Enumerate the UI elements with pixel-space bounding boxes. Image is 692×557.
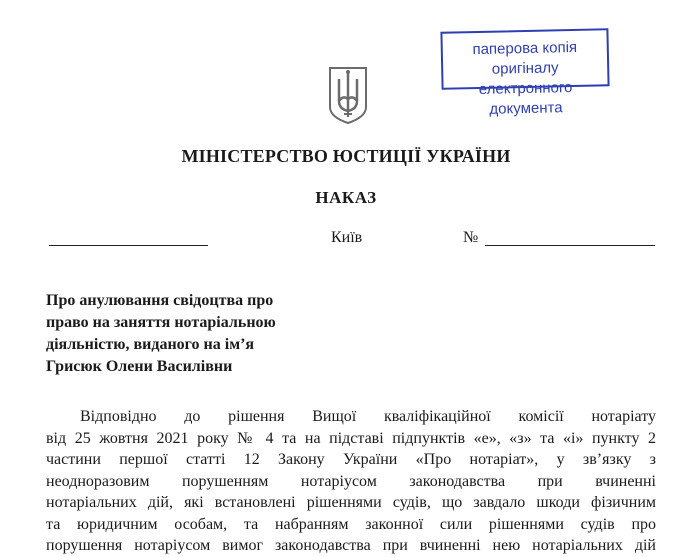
body-line: порушення нотаріусом вимог законодавства при вчиненні нею нотаріальних дій [46, 537, 656, 554]
subject-line: Грисюк Олени Василівни [46, 358, 233, 375]
body-line: та юридичним особам, та набранням законної сили рішеннями судів про [46, 515, 656, 533]
stamp-line-1: паперова копія оригіналу [472, 38, 578, 78]
subject-line: діяльністю, виданого на ім’я [46, 336, 255, 353]
ministry-name: МІНІСТЕРСТВО ЮСТИЦІЇ УКРАЇНИ [181, 146, 511, 166]
number-sign: № [463, 229, 479, 246]
number-blank-line [485, 245, 655, 246]
body-line: неодноразовим порушенням нотаріусом законодавства при вчиненні [46, 472, 656, 490]
date-blank-line [49, 245, 208, 246]
subject-line: Про анулювання свідоцтва про [46, 292, 274, 309]
subject-line: право на заняття нотаріальною [46, 314, 276, 331]
order-title: НАКАЗ [315, 188, 377, 207]
body-line: Відповідно до рішення Вищої кваліфікаційної комісії нотаріату [80, 408, 656, 425]
body-line: частини першої статті 12 Закону України «Про нотаріат», у зв’язку з [46, 451, 656, 468]
stamp-line-2: електронного документа [478, 79, 573, 118]
copy-stamp [440, 28, 609, 118]
order-body [46, 406, 656, 557]
order-subject [46, 290, 316, 378]
coat-of-arms-icon [327, 65, 369, 125]
body-line: нотаріальних дій, які встановлені рішеннями судів, що завдало шкоди фізичним [46, 494, 656, 511]
body-line: від 25 жовтня 2021 року № 4 та на підставі підпунктів «е», «з» та «і» пункту 2 [46, 429, 656, 447]
city-label: Київ [331, 229, 363, 246]
